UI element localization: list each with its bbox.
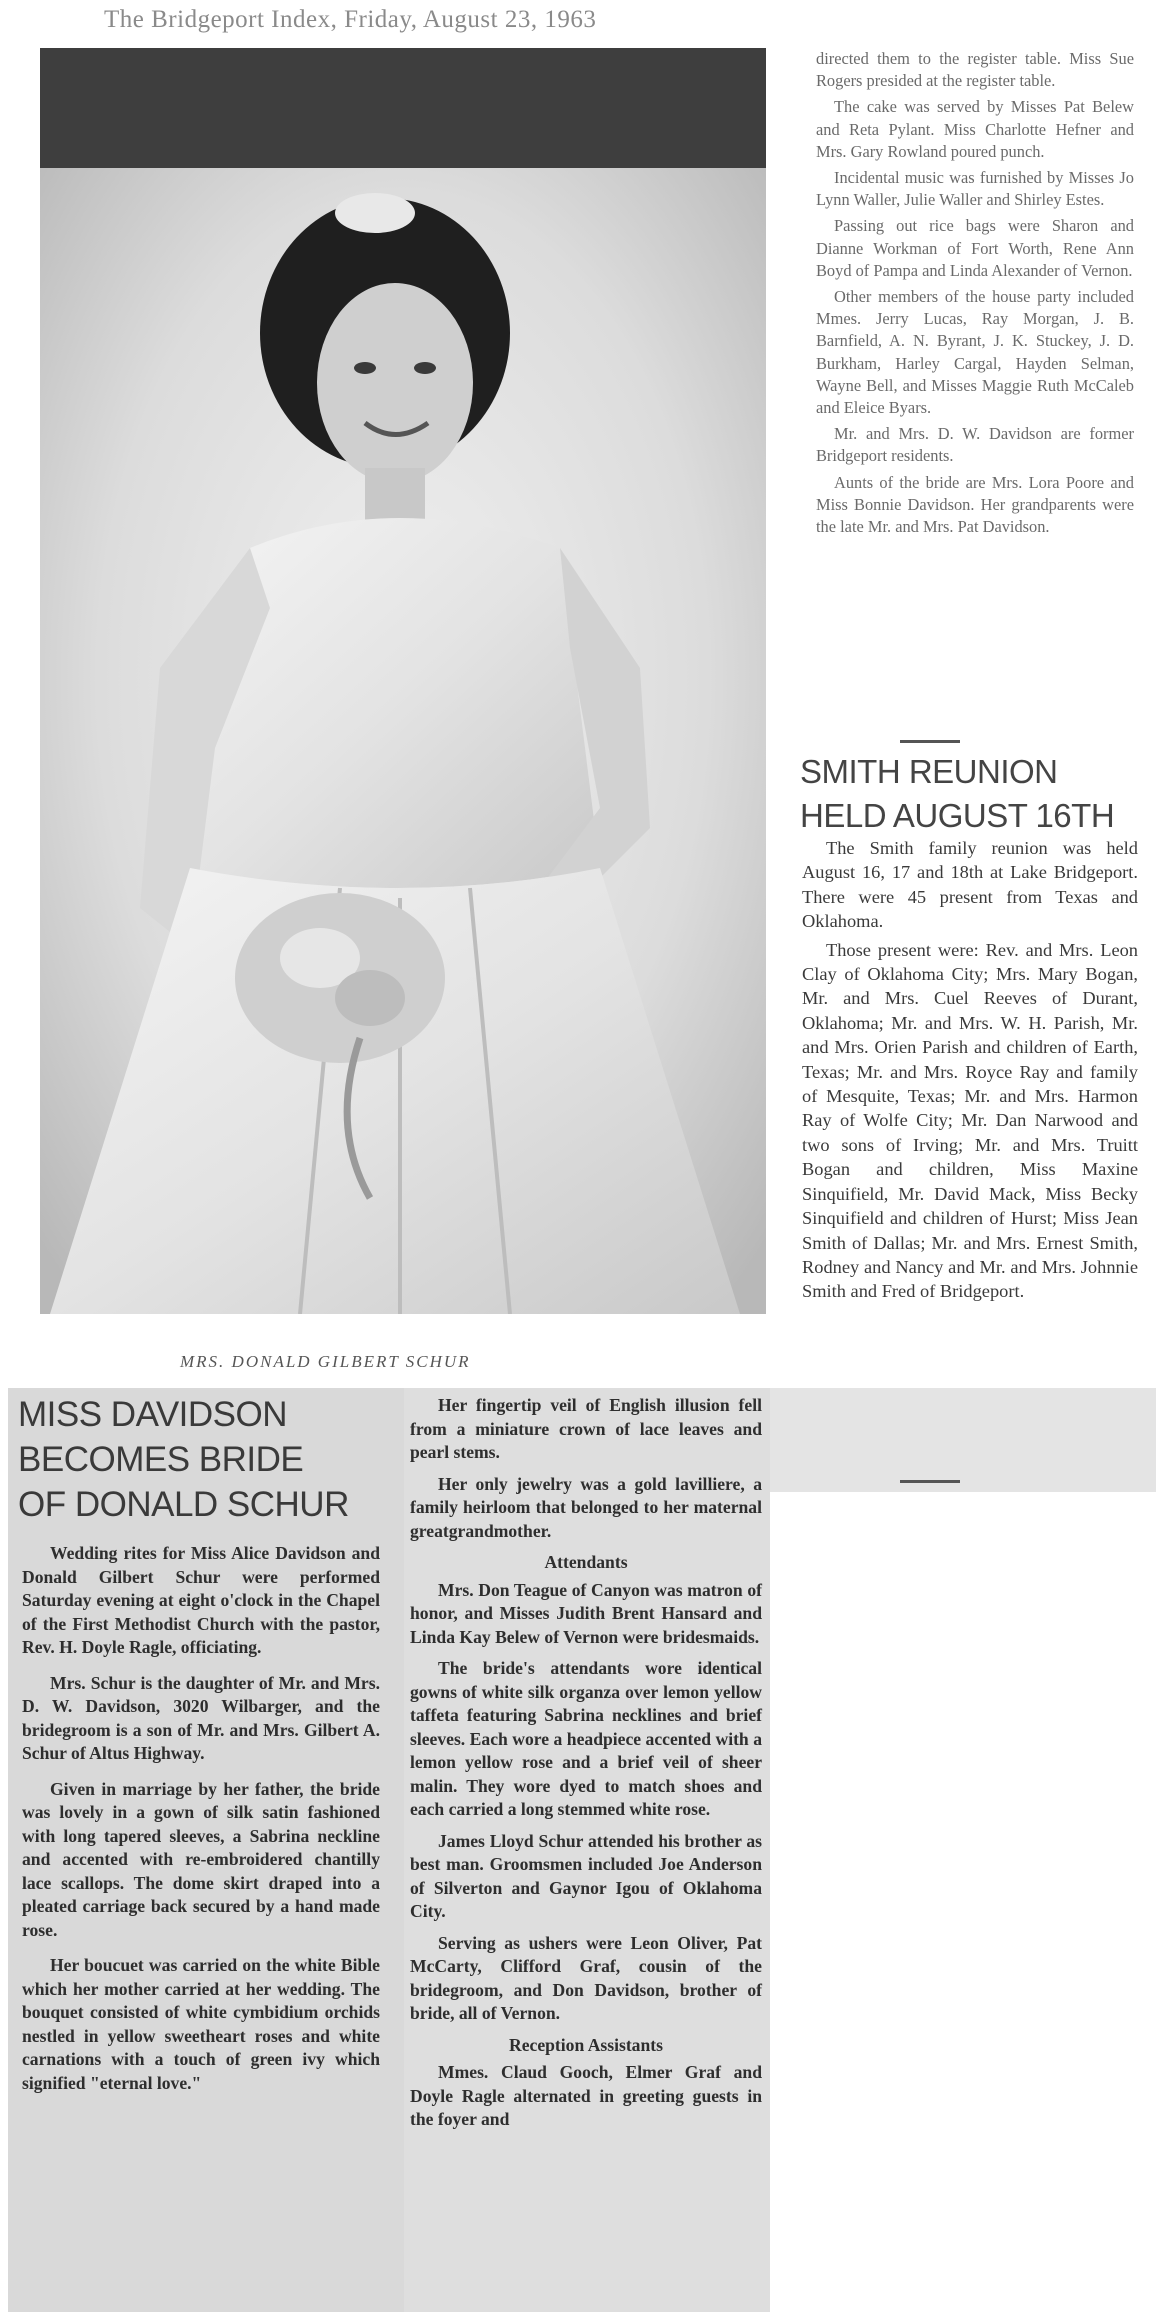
newspaper-masthead: The Bridgeport Index, Friday, August 23, 1963	[104, 6, 597, 33]
story-paragraph: Mrs. Schur is the daughter of Mr. and Mrs. D. W. Davidson, 3020 Wilbarger, and the bridegroom is a son of Mr. and Mrs. Gilbert A. Schur of Altus Highway.	[22, 1672, 380, 1763]
main-headline	[18, 1392, 398, 1527]
main-headline-line: MISS DAVIDSON	[18, 1395, 288, 1434]
attendants-subheading: Attendants	[544, 1552, 628, 1572]
main-story-column-right	[816, 48, 1134, 542]
story-paragraph: Mr. and Mrs. D. W. Davidson are former Bridgeport residents.	[816, 424, 1134, 466]
story-paragraph: Other members of the house party included Mmes. Jerry Lucas, Ray Morgan, J. B. Barnfield, A. N. Byrant, J. K. Stuckey, J. D. Burkham, Harley Cargal, Hayden Selman, Wayne Bell, and Misses Maggie Ruth McCaleb and Eleice Byars.	[816, 287, 1134, 418]
story-paragraph: Wedding rites for Miss Alice Davidson and Donald Gilbert Schur were performed Saturday evening at eight o'clock in the Chapel of the First Methodist Church with the pastor, Rev. H. Doyle Ragle, officiating.	[22, 1543, 380, 1657]
bride-portrait-illustration	[40, 48, 766, 1314]
story-paragraph: Incidental music was furnished by Misses Jo Lynn Waller, Julie Waller and Shirley Estes.	[816, 168, 1134, 210]
story-paragraph: directed them to the register table. Miss Sue Rogers presided at the register table.	[816, 49, 1134, 91]
story-paragraph: Her boucuet was carried on the white Bible which her mother carried at her wedding. The bouquet consisted of white cymbidium orchids nestled in yellow sweetheart roses and white carnations with a touch of green ivy which signified "eternal love."	[22, 1955, 380, 2093]
story-paragraph: James Lloyd Schur attended his brother as best man. Groomsmen included Joe Anderson of Silverton and Gaynor Igou of Oklahoma City.	[410, 1830, 762, 1921]
main-story-column-middle	[410, 1394, 762, 2140]
story-divider	[900, 740, 960, 743]
story-paragraph: The bride's attendants wore identical gowns of white silk organza over lemon yellow taffeta featuring Sabrina necklines and brief sleeves. Each wore a headpiece accented with a lemon yellow rose and a brief veil of sheer malin. They wore dyed to match shoes and each carried a long stemmed white rose.	[410, 1658, 762, 1819]
story-paragraph: Given in marriage by her father, the bride was lovely in a gown of silk satin fashioned with long tapered sleeves, a Sabrina neckline and accented with re-embroidered chantilly lace scallops. The dome skirt draped into a pleated carriage back secured by a hand made rose.	[22, 1778, 380, 1940]
photo-caption: MRS. DONALD GILBERT SCHUR	[180, 1352, 471, 1371]
story-paragraph: Mrs. Don Teague of Canyon was matron of honor, and Misses Judith Brent Hansard and Linda Kay Belew of Vernon were bridesmaids.	[410, 1579, 762, 1647]
reunion-story-column	[802, 836, 1138, 1308]
story-paragraph: Serving as ushers were Leon Oliver, Pat McCarty, Clifford Graf, cousin of the bridegroom, and Don Davidson, brother of bride, all of Vernon.	[410, 1932, 762, 2023]
story-paragraph: The cake was served by Misses Pat Belew and Reta Pylant. Miss Charlotte Hefner and Mrs. Gary Rowland poured punch.	[816, 97, 1134, 161]
reunion-headline	[800, 750, 1140, 838]
story-paragraph: Her fingertip veil of English illusion fell from a miniature crown of lace leaves and pearl stems.	[410, 1395, 762, 1462]
story-paragraph: Her only jewelry was a gold lavilliere, a family heirloom that belonged to her maternal greatgrandmother.	[410, 1473, 762, 1541]
story-paragraph: Mmes. Claud Gooch, Elmer Graf and Doyle Ragle alternated in greeting guests in the foyer and	[410, 2062, 762, 2129]
story-paragraph: Passing out rice bags were Sharon and Dianne Workman of Fort Worth, Rene Ann Boyd of Pampa and Linda Alexander of Vernon.	[816, 216, 1134, 280]
main-story-column-left	[22, 1542, 380, 2107]
story-paragraph: The Smith family reunion was held August 16, 17 and 18th at Lake Bridgeport. There were 45 present from Texas and Oklahoma.	[802, 838, 1138, 932]
main-headline-line: OF DONALD SCHUR	[18, 1485, 349, 1524]
reunion-panel-bottom	[770, 1388, 1156, 1492]
reception-subheading: Reception Assistants	[509, 2034, 663, 2055]
reunion-headline-line: HELD AUGUST 16TH	[800, 797, 1115, 834]
bride-photo	[40, 48, 766, 1314]
story-paragraph: Aunts of the bride are Mrs. Lora Poore and Miss Bonnie Davidson. Her grandparents were the late Mr. and Mrs. Pat Davidson.	[816, 472, 1134, 537]
story-end-divider	[900, 1480, 960, 1483]
reunion-headline-line: SMITH REUNION	[800, 753, 1058, 790]
story-paragraph: Those present were: Rev. and Mrs. Leon Clay of Oklahoma City; Mrs. Mary Bogan, Mr. and Mrs. Cuel Reeves of Durant, Oklahoma; Mr. and Mrs. W. H. Parish, Mr. and Mrs. Orien Parish and children of Earth, Texas; Mr. and Mrs. Royce Ray and family of Mesquite, Texas; Mr. and Mrs. Harmon Ray of Wolfe City; Mr. Dan Narwood and two sons of Irving; Mr. and Mrs. Truitt Bogan and children, Miss Maxine Sinquifield, Mr. David Mack, Miss Becky Sinquifield and children of Hurst; Miss Jean Smith of Dallas; Mr. and Mrs. Ernest Smith, Rodney and Nancy and Mr. and Mrs. Johnnie Smith and Fred of Bridgeport.	[802, 939, 1138, 1302]
main-headline-line: BECOMES BRIDE	[18, 1440, 304, 1479]
